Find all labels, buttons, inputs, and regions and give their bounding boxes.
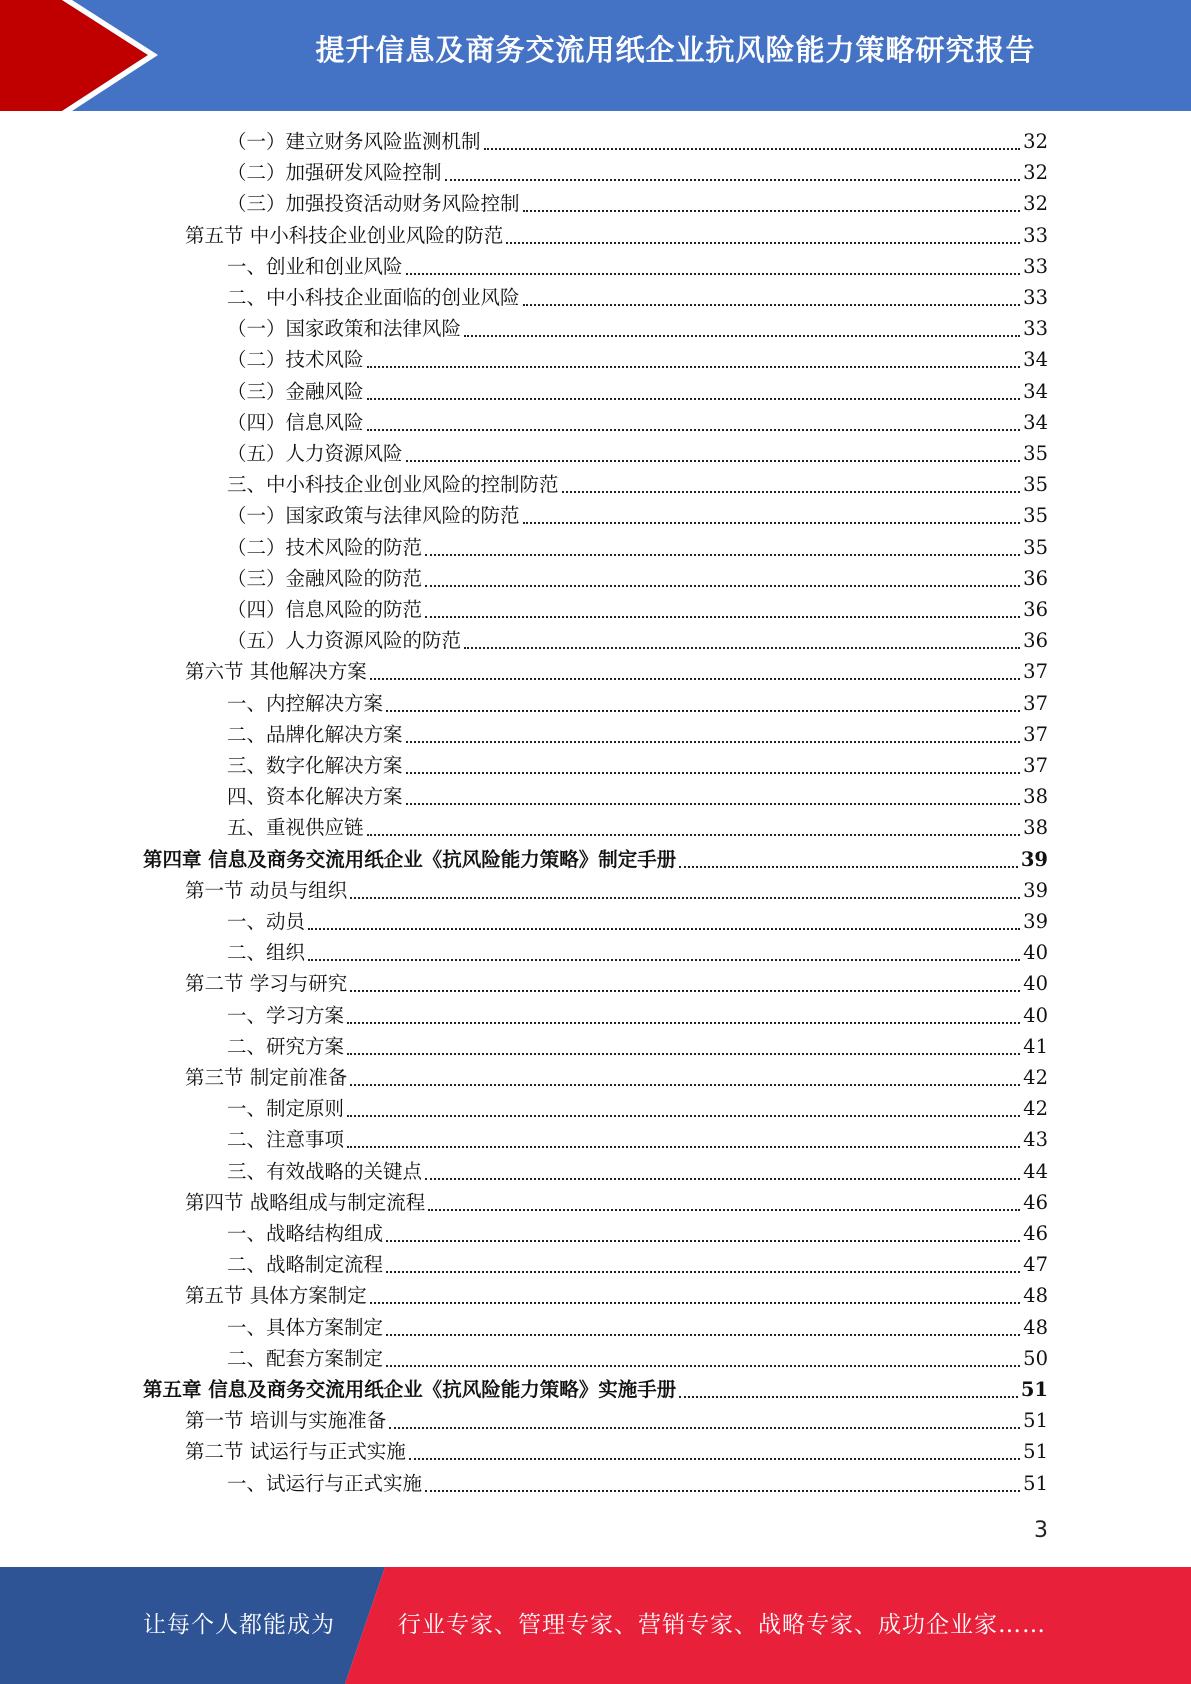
toc-entry-page: 35 — [1023, 442, 1048, 465]
toc-dot-leader — [386, 1365, 1020, 1367]
toc-entry[interactable] — [227, 1343, 1048, 1374]
toc-entry-title: 一、具体方案制定 — [227, 1315, 384, 1339]
toc-chapter-entry[interactable] — [143, 1374, 1048, 1405]
toc-chapter-entry[interactable] — [143, 844, 1048, 875]
toc-entry-title: 二、注意事项 — [227, 1128, 345, 1152]
toc-entry[interactable] — [227, 937, 1048, 968]
toc-entry-page: 33 — [1023, 286, 1048, 309]
toc-entry-title: 第五章 信息及商务交流用纸企业《抗风险能力策略》实施手册 — [143, 1378, 677, 1401]
toc-entry-title: 第五节 具体方案制定 — [185, 1284, 367, 1308]
toc-entry-page: 36 — [1023, 598, 1048, 621]
toc-entry-page: 36 — [1023, 629, 1048, 653]
toc-entry-title: 二、中小科技企业面临的创业风险 — [227, 286, 520, 309]
toc-entry-page: 39 — [1023, 910, 1048, 933]
toc-entry-page: 47 — [1023, 1253, 1048, 1277]
toc-dot-leader — [406, 273, 1021, 275]
toc-entry-page: 41 — [1023, 1034, 1048, 1058]
page-header — [0, 0, 1191, 111]
toc-entry-title: （五）人力资源风险的防范 — [227, 629, 462, 653]
toc-entry-page: 36 — [1023, 566, 1048, 590]
toc-entry[interactable] — [185, 1436, 1048, 1467]
toc-dot-leader — [406, 772, 1021, 774]
toc-entry-title: （一）建立财务风险监测机制 — [227, 130, 481, 153]
toc-entry-title: 一、内控解决方案 — [227, 691, 384, 715]
toc-entry[interactable] — [227, 625, 1048, 656]
toc-dot-leader — [347, 1053, 1020, 1055]
toc-entry[interactable] — [227, 1312, 1048, 1343]
toc-dot-leader — [523, 210, 1021, 212]
toc-dot-leader — [370, 1302, 1020, 1304]
toc-entry-page: 33 — [1023, 254, 1048, 278]
toc-dot-leader — [506, 242, 1020, 244]
toc-entry[interactable] — [227, 188, 1048, 219]
toc-entry-title: 一、学习方案 — [227, 1003, 345, 1027]
toc-entry-page: 51 — [1023, 1409, 1048, 1433]
toc-entry-title: 一、制定原则 — [227, 1097, 345, 1121]
toc-dot-leader — [386, 1334, 1020, 1336]
toc-entry-title: （三）加强投资活动财务风险控制 — [227, 192, 520, 216]
toc-entry-title: 一、动员 — [227, 910, 306, 933]
toc-entry[interactable] — [185, 1187, 1048, 1218]
toc-entry-title: 第四章 信息及商务交流用纸企业《抗风险能力策略》制定手册 — [143, 847, 677, 871]
toc-entry[interactable] — [227, 282, 1048, 313]
toc-entry-page: 34 — [1023, 379, 1048, 403]
toc-entry-title: 三、中小科技企业创业风险的控制防范 — [227, 473, 559, 497]
toc-dot-leader — [350, 990, 1020, 992]
toc-entry-page: 48 — [1023, 1315, 1048, 1339]
toc-entry-page: 46 — [1023, 1222, 1048, 1245]
toc-dot-leader — [386, 1240, 1020, 1242]
toc-entry-page: 37 — [1023, 660, 1048, 684]
toc-dot-leader — [350, 1084, 1020, 1086]
toc-dot-leader — [347, 1022, 1020, 1024]
toc-dot-leader — [425, 1490, 1020, 1492]
toc-entry-title: 二、组织 — [227, 941, 306, 965]
toc-entry[interactable] — [227, 313, 1048, 344]
toc-entry[interactable] — [185, 1405, 1048, 1436]
toc-dot-leader — [562, 491, 1021, 493]
toc-dot-leader — [347, 1146, 1020, 1148]
toc-entry-page: 37 — [1023, 754, 1048, 777]
toc-entry[interactable] — [227, 719, 1048, 750]
toc-entry-page: 50 — [1023, 1346, 1048, 1370]
toc-dot-leader — [428, 1209, 1020, 1211]
footer-roles: 行业专家、管理专家、营销专家、战略专家、成功企业家…… — [398, 1612, 1046, 1638]
toc-entry-title: （一）国家政策与法律风险的防范 — [227, 504, 520, 528]
toc-dot-leader — [425, 1178, 1020, 1180]
toc-entry[interactable] — [227, 563, 1048, 594]
toc-entry[interactable] — [227, 1468, 1048, 1499]
toc-entry-page: 37 — [1023, 722, 1048, 746]
toc-entry-title: 第四节 战略组成与制定流程 — [185, 1190, 426, 1214]
toc-entry[interactable] — [227, 906, 1048, 937]
toc-entry-title: 二、研究方案 — [227, 1034, 345, 1058]
toc-entry[interactable] — [227, 344, 1048, 375]
toc-entry-page: 51 — [1023, 1471, 1048, 1495]
toc-entry-page: 32 — [1023, 161, 1048, 185]
toc-entry-title: 二、战略制定流程 — [227, 1253, 384, 1277]
toc-entry-title: （三）金融风险的防范 — [227, 566, 423, 590]
toc-entry-title: （二）技术风险 — [227, 348, 364, 372]
toc-dot-leader — [464, 335, 1020, 337]
toc-dot-leader — [389, 1427, 1020, 1429]
toc-entry-title: 第一节 动员与组织 — [185, 878, 348, 902]
toc-entry-title: 三、数字化解决方案 — [227, 754, 403, 777]
toc-entry-page: 39 — [1020, 847, 1048, 871]
toc-entry-page: 35 — [1023, 535, 1048, 559]
toc-dot-leader — [386, 710, 1020, 712]
toc-entry[interactable] — [227, 1093, 1048, 1124]
toc-entry-page: 34 — [1023, 410, 1048, 434]
toc-entry-page: 37 — [1023, 691, 1048, 715]
toc-dot-leader — [406, 741, 1021, 743]
toc-entry-title: 二、品牌化解决方案 — [227, 722, 403, 746]
toc-dot-leader — [445, 179, 1021, 181]
toc-dot-leader — [464, 647, 1020, 649]
report-title: 提升信息及商务交流用纸企业抗风险能力策略研究报告 — [315, 33, 1036, 67]
toc-entry-page: 32 — [1023, 130, 1048, 153]
toc-entry[interactable] — [227, 469, 1048, 500]
toc-entry[interactable] — [227, 1124, 1048, 1155]
toc-entry[interactable] — [227, 688, 1048, 719]
toc-entry[interactable] — [185, 875, 1048, 906]
toc-entry-title: 五、重视供应链 — [227, 816, 364, 840]
toc-entry[interactable] — [227, 407, 1048, 438]
toc-entry-title: 四、资本化解决方案 — [227, 785, 403, 809]
toc-entry-title: 一、创业和创业风险 — [227, 254, 403, 278]
toc-dot-leader — [425, 585, 1020, 587]
toc-entry[interactable] — [227, 1249, 1048, 1280]
toc-entry-page: 46 — [1023, 1190, 1048, 1214]
toc-entry[interactable] — [227, 438, 1048, 469]
page-footer — [0, 1567, 1191, 1684]
toc-entry-page: 39 — [1023, 878, 1048, 902]
toc-entry-title: 一、试运行与正式实施 — [227, 1471, 423, 1495]
toc-entry-page: 48 — [1023, 1284, 1048, 1308]
toc-entry[interactable] — [185, 1280, 1048, 1311]
toc-entry-page: 42 — [1023, 1097, 1048, 1121]
toc-entry-page: 43 — [1023, 1128, 1048, 1152]
toc-dot-leader — [367, 398, 1021, 400]
toc-dot-leader — [679, 1396, 1018, 1398]
toc-dot-leader — [425, 554, 1020, 556]
toc-entry-page: 40 — [1023, 972, 1048, 996]
toc-entry[interactable] — [227, 500, 1048, 531]
toc-entry-title: 一、战略结构组成 — [227, 1222, 384, 1245]
toc-entry-title: 第五节 中小科技企业创业风险的防范 — [185, 223, 504, 247]
toc-dot-leader — [308, 928, 1020, 930]
toc-entry-page: 38 — [1023, 785, 1048, 809]
toc-entry-title: 第六节 其他解决方案 — [185, 660, 367, 684]
toc-entry[interactable] — [227, 750, 1048, 781]
toc-entry[interactable] — [227, 594, 1048, 625]
toc-entry-page: 38 — [1023, 816, 1048, 840]
toc-dot-leader — [409, 1458, 1020, 1460]
toc-dot-leader — [523, 522, 1021, 524]
toc-dot-leader — [406, 460, 1021, 462]
toc-entry-title: （三）金融风险 — [227, 379, 364, 403]
toc-entry[interactable] — [227, 126, 1048, 157]
toc-dot-leader — [523, 304, 1021, 306]
toc-dot-leader — [367, 429, 1021, 431]
toc-dot-leader — [406, 803, 1021, 805]
toc-entry-title: （二）技术风险的防范 — [227, 535, 423, 559]
toc-entry[interactable] — [227, 1156, 1048, 1187]
toc-entry[interactable] — [227, 376, 1048, 407]
toc-dot-leader — [679, 866, 1018, 868]
toc-dot-leader — [370, 678, 1020, 680]
toc-dot-leader — [350, 897, 1020, 899]
toc-entry-page: 32 — [1023, 192, 1048, 216]
toc-entry[interactable] — [185, 968, 1048, 999]
toc-dot-leader — [367, 366, 1021, 368]
toc-entry-page: 44 — [1023, 1159, 1048, 1183]
toc-entry-page: 40 — [1023, 1003, 1048, 1027]
toc-entry-title: （四）信息风险的防范 — [227, 598, 423, 621]
toc-entry[interactable] — [227, 251, 1048, 282]
toc-entry-page: 35 — [1023, 473, 1048, 497]
toc-entry-page: 33 — [1023, 223, 1048, 247]
toc-entry-page: 40 — [1023, 941, 1048, 965]
toc-entry-page: 42 — [1023, 1066, 1048, 1089]
toc-entry[interactable] — [185, 656, 1048, 687]
toc-entry-title: 第二节 试运行与正式实施 — [185, 1440, 406, 1464]
page-number: 3 — [1034, 1518, 1048, 1543]
toc-entry-title: 三、有效战略的关键点 — [227, 1159, 423, 1183]
toc-entry-page: 51 — [1020, 1378, 1048, 1401]
toc-entry-title: 第一节 培训与实施准备 — [185, 1409, 387, 1433]
toc-entry-page: 35 — [1023, 504, 1048, 528]
toc-entry-title: （一）国家政策和法律风险 — [227, 317, 462, 341]
toc-entry[interactable] — [227, 532, 1048, 563]
toc-entry-page: 34 — [1023, 348, 1048, 372]
toc-entry-title: （四）信息风险 — [227, 410, 364, 434]
toc-entry[interactable] — [227, 157, 1048, 188]
toc-entry-title: 二、配套方案制定 — [227, 1346, 384, 1370]
toc-dot-leader — [484, 148, 1021, 150]
toc-dot-leader — [367, 834, 1021, 836]
toc-entry-title: （二）加强研发风险控制 — [227, 161, 442, 185]
toc-entry[interactable] — [227, 781, 1048, 812]
toc-dot-leader — [425, 616, 1020, 618]
toc-entry-title: 第三节 制定前准备 — [185, 1066, 348, 1089]
toc-entry[interactable] — [227, 1218, 1048, 1249]
toc-dot-leader — [347, 1115, 1020, 1117]
toc-dot-leader — [386, 1271, 1020, 1273]
footer-slogan: 让每个人都能成为 — [143, 1612, 335, 1638]
toc-entry-page: 51 — [1023, 1440, 1048, 1464]
toc-entry-title: 第二节 学习与研究 — [185, 972, 348, 996]
toc-entry-page: 33 — [1023, 317, 1048, 341]
toc-entry[interactable] — [227, 1031, 1048, 1062]
header-chevron-icon — [0, 0, 160, 111]
toc-entry[interactable] — [185, 1062, 1048, 1093]
toc-entry[interactable] — [185, 220, 1048, 251]
toc-entry-title: （五）人力资源风险 — [227, 442, 403, 465]
toc-dot-leader — [308, 959, 1020, 961]
toc-entry[interactable] — [227, 1000, 1048, 1031]
toc-entry[interactable] — [227, 812, 1048, 843]
